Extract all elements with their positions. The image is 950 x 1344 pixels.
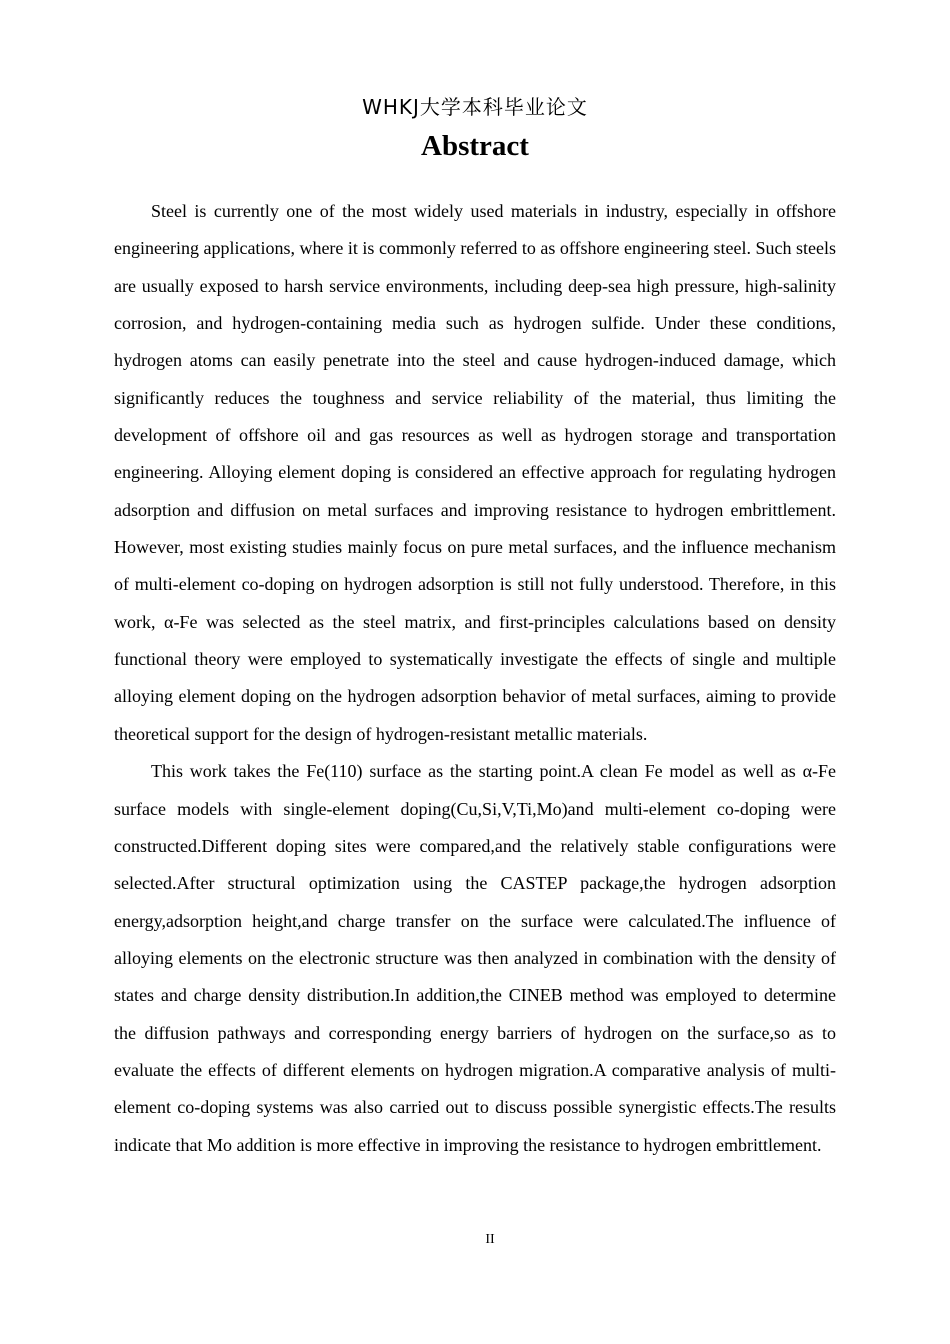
page-number: II	[485, 1232, 495, 1247]
page-title: Abstract	[421, 130, 529, 162]
running-header: WHKJ大学本科毕业论文	[362, 95, 588, 119]
abstract-paragraph: Steel is currently one of the most widely used materials in industry, especially in offshore engineering applications, where it is commonly referred to as offshore engineering steel. Such steels are usually exposed to harsh service environments, including deep-sea high pressure, high-salinity corrosion, and hydrogen-containing media such as hydrogen sulfide. Under these conditions, hydrogen atoms can easily penetrate into the steel and cause hydrogen-induced damage, which significantly reduces the toughness and service reliability of the material, thus limiting the development of offshore oil and gas resources as well as hydrogen storage and transportation engineering. Alloying element doping is considered an effective approach for regulating hydrogen adsorption and diffusion on metal surfaces and improving resistance to hydrogen embrittlement. However, most existing studies mainly focus on pure metal surfaces, and the influence mechanism of multi-element co-doping on hydrogen adsorption is still not fully understood. Therefore, in this work, α-Fe was selected as the steel matrix, and first-principles calculations based on density functional theory were employed to systematically investigate the effects of single and multiple alloying element doping on the hydrogen adsorption behavior of metal surfaces, aiming to provide theoretical support for the design of hydrogen-resistant metallic materials.	[114, 201, 836, 744]
abstract-paragraph: This work takes the Fe(110) surface as the starting point.A clean Fe model as well as α-Fe surface models with single-element doping(Cu,Si,V,Ti,Mo)and multi-element co-doping were constructed.Different doping sites were compared,and the relatively stable configurations were selected.After structural optimization using the CASTEP package,the hydrogen adsorption energy,adsorption height,and charge transfer on the surface were calculated.The influence of alloying elements on the electronic structure was then analyzed in combination with the density of states and charge density distribution.In addition,the CINEB method was employed to determine the diffusion pathways and corresponding energy barriers of hydrogen on the surface,so as to evaluate the effects of different elements on hydrogen migration.A comparative analysis of multi-element co-doping systems was also carried out to discuss possible synergistic effects.The results indicate that Mo addition is more effective in improving the resistance to hydrogen embrittlement.	[114, 761, 836, 1155]
abstract-body	[114, 193, 836, 1164]
